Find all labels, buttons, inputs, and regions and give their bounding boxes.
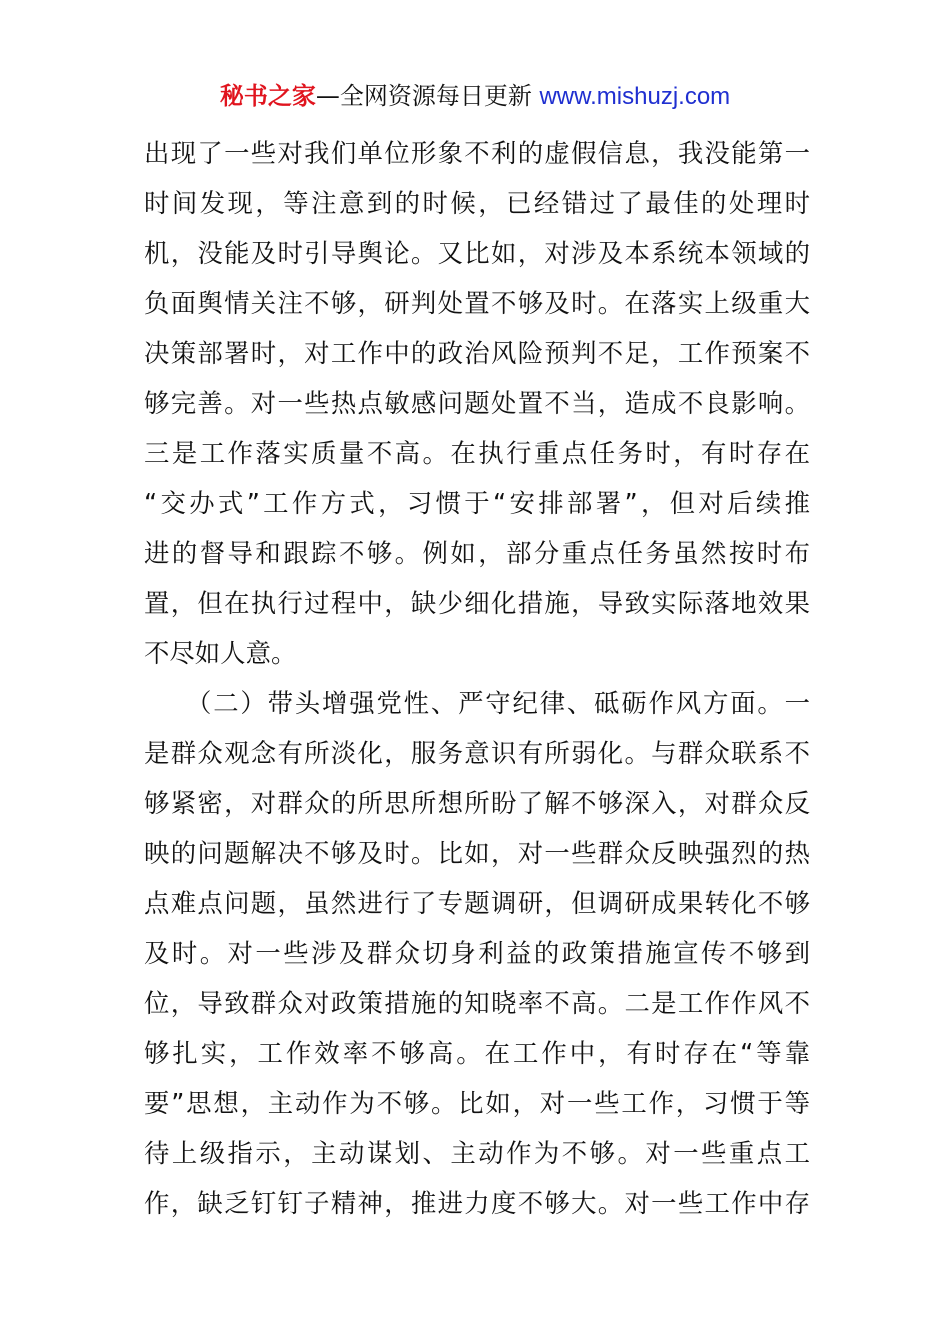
text-line: 出现了一些对我们单位形象不利的虚假信息，我没能第一: [144, 138, 810, 168]
site-brand: 秘书之家: [219, 82, 316, 110]
text-line: 是群众观念有所淡化，服务意识有所弱化。与群众联系不: [144, 738, 810, 768]
text-line: 及时。对一些涉及群众切身利益的政策措施宣传不够到: [144, 938, 810, 968]
text-line: 机，没能及时引导舆论。又比如，对涉及本系统本领域的: [144, 238, 810, 268]
text-line: 够完善。对一些热点敏感问题处置不当，造成不良影响。: [144, 388, 810, 418]
text-line: 进的督导和跟踪不够。例如，部分重点任务虽然按时布: [144, 538, 810, 568]
text-line: 点难点问题，虽然进行了专题调研，但调研成果转化不够: [144, 888, 810, 918]
text-line: 作，缺乏钉钉子精神，推进力度不够大。对一些工作中存: [144, 1188, 810, 1218]
text-line: 不尽如人意。: [144, 638, 297, 668]
document-body: [144, 128, 810, 1228]
text-line: 够扎实，工作效率不够高。在工作中，有时存在“等靠: [144, 1038, 810, 1068]
text-line: 三是工作落实质量不高。在执行重点任务时，有时存在: [144, 438, 810, 468]
text-line: “交办式”工作方式，习惯于“安排部署”，但对后续推: [144, 488, 810, 518]
text-line: 负面舆情关注不够，研判处置不够及时。在落实上级重大: [144, 288, 810, 318]
text-line: 时间发现，等注意到的时候，已经错过了最佳的处理时: [144, 188, 810, 218]
text-line: 决策部署时，对工作中的政治风险预判不足，工作预案不: [144, 338, 810, 368]
section-heading-line: （二）带头增强党性、严守纪律、砥砺作风方面。一: [186, 688, 810, 718]
text-line: 置，但在执行过程中，缺少细化措施，导致实际落地效果: [144, 588, 810, 618]
text-line: 位，导致群众对政策措施的知晓率不高。二是工作作风不: [144, 988, 810, 1018]
site-slogan: —全网资源每日更新: [315, 82, 532, 110]
text-line: 够紧密，对群众的所思所想所盼了解不够深入，对群众反: [144, 788, 810, 818]
text-line: 映的问题解决不够及时。比如，对一些群众反映强烈的热: [144, 838, 810, 868]
text-line: 待上级指示，主动谋划、主动作为不够。对一些重点工: [144, 1138, 810, 1168]
site-url-link[interactable]: www.mishuzj.com: [539, 83, 731, 110]
text-line: 要”思想，主动作为不够。比如，对一些工作，习惯于等: [144, 1088, 810, 1118]
site-header: [0, 80, 950, 113]
